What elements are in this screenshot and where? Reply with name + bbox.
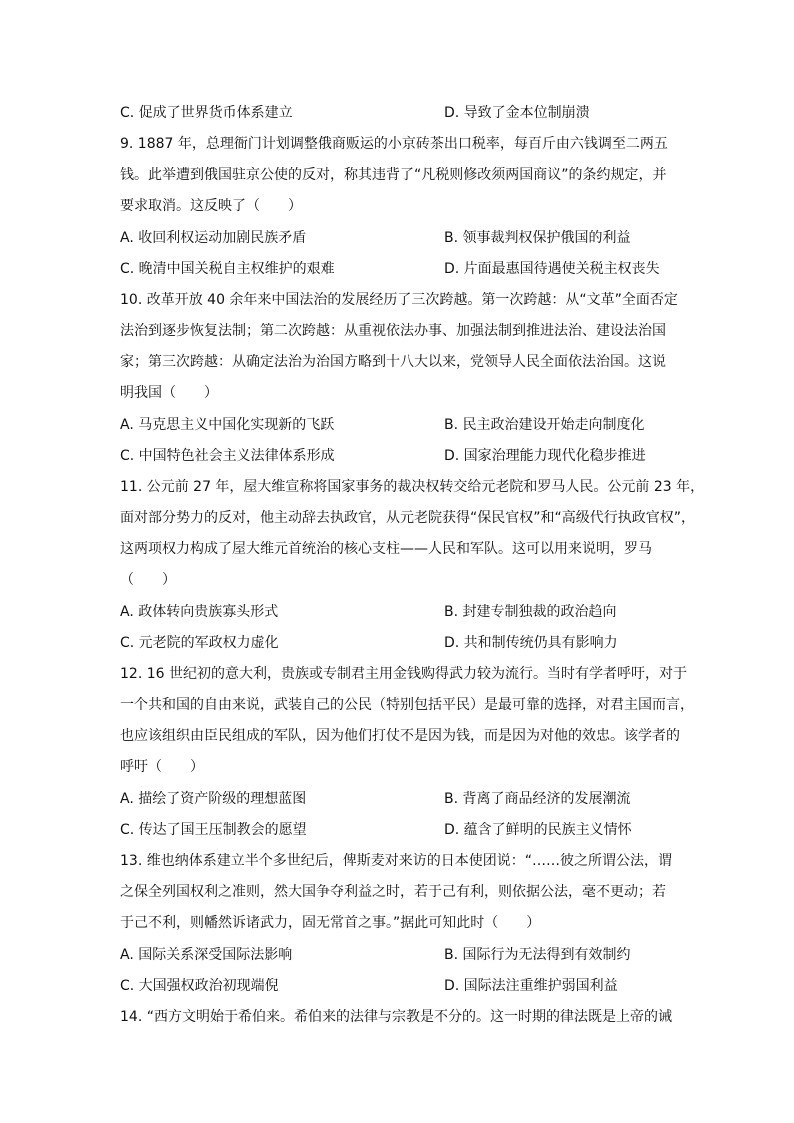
q8-option-c: C. 促成了世界货币体系建立 <box>120 105 293 121</box>
q12-option-c: C. 传达了国王压制教会的愿望 <box>120 822 307 838</box>
q11-option-c: C. 元老院的军政权力虚化 <box>120 635 279 651</box>
q11-stem-line-4: （ ） <box>120 572 176 588</box>
q11-option-d: D. 共和制传统仍具有影响力 <box>444 635 618 651</box>
q8-option-d: D. 导致了金本位制崩溃 <box>444 105 590 121</box>
q12-option-a: A. 描绘了资产阶级的理想蓝图 <box>120 791 307 807</box>
q13-option-a: A. 国际关系深受国际法影响 <box>120 947 293 963</box>
q9-option-c: C. 晚清中国关税自主权维护的艰难 <box>120 261 335 277</box>
q13-option-b: B. 国际行为无法得到有效制约 <box>444 947 631 963</box>
q9-stem-line-1: 9. 1887 年，总理衙门计划调整俄商贩运的小京砖茶出口税率，每百斤由六钱调至二两五 <box>120 136 668 152</box>
q13-stem-line-3: 于己不利，则幡然诉诸武力，固无常首之事。”据此可知此时（ ） <box>120 915 541 931</box>
q10-stem-line-2: 法治到逐步恢复法制；第二次跨越：从重视依法办事、加强法制到推进法治、建设法治国 <box>120 323 666 339</box>
q14-stem-line-1: 14. “西方文明始于希伯来。希伯来的法律与宗教是不分的。这一时期的律法既是上帝的诫 <box>120 1009 672 1025</box>
q11-stem-line-1: 11. 公元前 27 年，屋大维宣称将国家事务的裁决权转交给元老院和罗马人民。公元前 23 年， <box>120 479 705 495</box>
q12-stem-line-1: 12. 16 世纪初的意大利，贵族或专制君主用金钱购得武力较为流行。当时有学者呼吁，对于 <box>120 666 687 682</box>
q12-stem-line-4: 呼吁（ ） <box>120 759 204 775</box>
q11-option-a: A. 政体转向贵族寡头形式 <box>120 604 279 620</box>
q11-stem-line-2: 面对部分势力的反对，他主动辞去执政官，从元老院获得“保民官权”和“高级代行执政官权”， <box>120 510 696 526</box>
q10-stem-line-1: 10. 改革开放 40 余年来中国法治的发展经历了三次跨越。第一次跨越：从“文革”全面否定 <box>120 292 678 308</box>
q9-stem-line-2: 钱。此举遭到俄国驻京公使的反对，称其违背了“凡税则修改须两国商议”的条约规定，并 <box>120 167 667 183</box>
q9-option-d: D. 片面最惠国待遇使关税主权丧失 <box>444 261 660 277</box>
q10-option-d: D. 国家治理能力现代化稳步推进 <box>444 448 646 464</box>
q10-option-a: A. 马克思主义中国化实现新的飞跃 <box>120 417 335 433</box>
q11-option-b: B. 封建专制独裁的政治趋向 <box>444 604 617 620</box>
q11-stem-line-3: 这两项权力构成了屋大维元首统治的核心支柱——人民和军队。这可以用来说明，罗马 <box>120 541 652 557</box>
q9-option-a: A. 收回利权运动加剧民族矛盾 <box>120 230 307 246</box>
q12-option-b: B. 背离了商品经济的发展潮流 <box>444 791 631 807</box>
q9-option-b: B. 领事裁判权保护俄国的利益 <box>444 230 631 246</box>
q10-option-c: C. 中国特色社会主义法律体系形成 <box>120 448 335 464</box>
q13-option-c: C. 大国强权政治初现端倪 <box>120 978 279 994</box>
q9-stem-line-3: 要求取消。这反映了（ ） <box>120 198 302 214</box>
q10-stem-line-4: 明我国（ ） <box>120 385 218 401</box>
q13-option-d: D. 国际法注重维护弱国利益 <box>444 978 618 994</box>
q10-stem-line-3: 家；第三次跨越：从确定法治为治国方略到十八大以来，党领导人民全面依法治国。这说 <box>120 354 666 370</box>
q12-stem-line-3: 也应该组织由臣民组成的军队，因为他们打仗不是因为钱，而是因为对他的效忠。该学者的 <box>120 728 680 744</box>
q13-stem-line-2: 之保全列国权利之准则，然大国争夺利益之时，若于己有利，则依据公法，毫不更动；若 <box>120 884 666 900</box>
q10-option-b: B. 民主政治建设开始走向制度化 <box>444 417 645 433</box>
q12-option-d: D. 蕴含了鲜明的民族主义情怀 <box>444 822 632 838</box>
q12-stem-line-2: 一个共和国的自由来说，武装自己的公民（特别包括平民）是最可靠的选择，对君主国而言， <box>120 697 694 713</box>
q13-stem-line-1: 13. 维也纳体系建立半个多世纪后，俾斯麦对来访的日本使团说：“……彼之所谓公法，谓 <box>120 853 672 869</box>
